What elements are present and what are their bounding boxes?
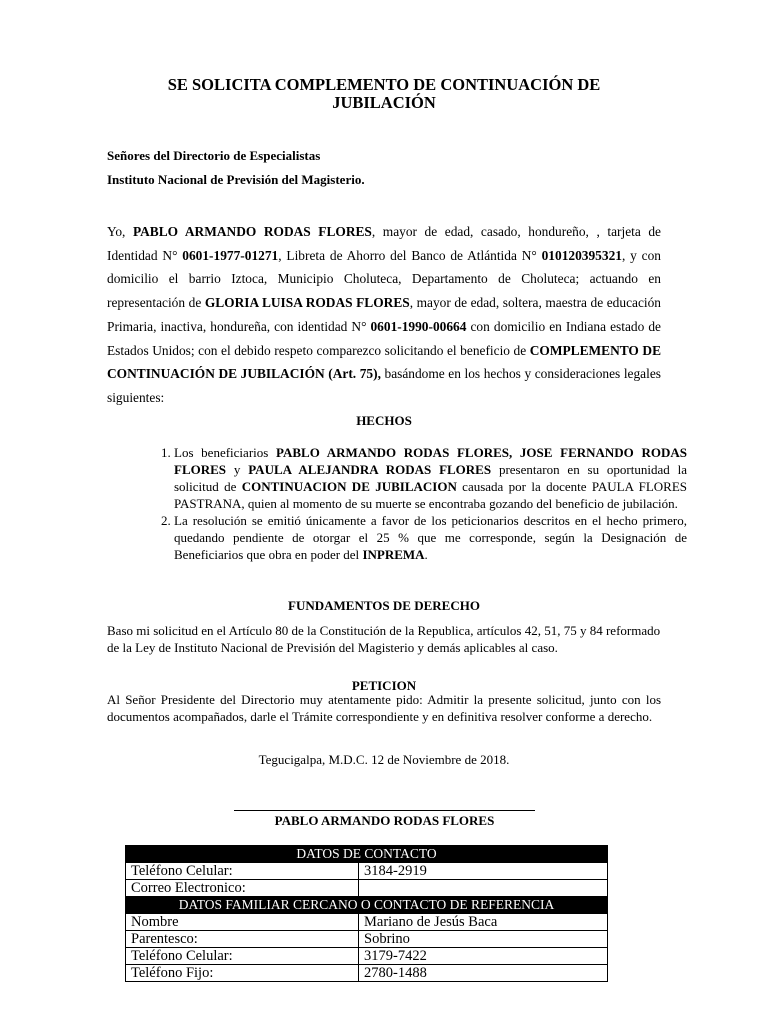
peticion-heading: PETICION	[351, 678, 417, 693]
contact-header-row	[126, 846, 608, 863]
reference-value: 3179-7422	[359, 948, 608, 965]
represented-name: GLORIA LUISA RODAS FLORES	[204, 295, 410, 311]
contact-value	[359, 880, 608, 897]
addressee-line-2: Instituto Nacional de Previsión del Magisterio.	[107, 172, 365, 187]
contact-table	[125, 845, 608, 982]
contact-label: Teléfono Celular:	[126, 863, 359, 880]
hechos-heading: HECHOS	[356, 413, 412, 428]
document-title	[106, 76, 662, 112]
addressee-line-1: Señores del Directorio de Especialistas	[107, 148, 321, 163]
table-row	[126, 880, 608, 897]
hechos-list	[148, 444, 687, 563]
intro-paragraph: Yo, PABLO ARMANDO RODAS FLORES, mayor de edad, casado, hondureño, , tarjeta de Identidad N° 0601-1977-01271, Libreta de Ahorro del Banco de Atlántida N° 010120395321, y con domicilio el barrio Iztoca, Municipio Choluteca, Departamento de Choluteca; actuando en representación de GLORIA LUISA RODAS FLORES, mayor de edad, soltera, maestra de educación Primaria, inactiva, hondureña, con identidad N° 0601-1990-00664 con domicilio en Indiana estado de Estados Unidos; con el debido respeto comparezco solicitando el beneficio de COMPLEMENTO DE CONTINUACIÓN DE JUBILACIÓN (Art. 75), basándome en los hechos y consideraciones legales siguientes:	[107, 224, 662, 405]
table-row	[126, 914, 608, 931]
reference-header-row	[126, 897, 608, 914]
reference-label: Teléfono Fijo:	[126, 965, 359, 982]
hecho-item-2: 2. La resolución se emitió únicamente a favor de los peticionarios descritos en el hecho primero, quedando pendiente de otorgar el 25 % que me corresponde, según la Designación de Beneficiarios que obra en poder del INPREMA.	[174, 512, 687, 563]
table-row	[126, 863, 608, 880]
benefit-name: COMPLEMENTO DE CONTINUACIÓN DE JUBILACIÓN (Art. 75),	[107, 342, 661, 382]
reference-value: 2780-1488	[359, 965, 608, 982]
reference-label: Nombre	[126, 914, 359, 931]
table-row	[126, 948, 608, 965]
hecho-item-1: 1. Los beneficiarios PABLO ARMANDO RODAS FLORES, JOSE FERNANDO RODAS FLORES y PAULA ALEJANDRA RODAS FLORES presentaron en su oportunidad la solicitud de CONTINUACION DE JUBILACION causada por la docente PAULA FLORES PASTRANA, quien al momento de su muerte se encontraba gozando del beneficio de jubilación.	[174, 444, 687, 512]
signature-name: PABLO ARMANDO RODAS FLORES	[274, 813, 495, 828]
reference-label: Parentesco:	[126, 931, 359, 948]
reference-value: Sobrino	[359, 931, 608, 948]
table-row	[126, 965, 608, 982]
contact-header: DATOS DE CONTACTO	[126, 846, 608, 863]
peticion-text: Al Señor Presidente del Directorio muy atentamente pido: Admitir la presente solicitud, junto con los documentos acompañados, darle el Trámite correspondiente y en definitiva resolver conforme a derecho.	[107, 692, 661, 724]
contact-label: Correo Electronico:	[126, 880, 359, 897]
fundamentos-text: Baso mi solicitud en el Artículo 80 de la Constitución de la Republica, artículos 42, 51, 75 y 84 reformado de la Ley de Instituto Nacional de Previsión del Magisterio y demás aplicables al caso.	[107, 623, 661, 655]
bank-account-number: 010120395321	[541, 247, 622, 263]
title-line-2: JUBILACIÓN	[332, 93, 436, 112]
reference-label: Teléfono Celular:	[126, 948, 359, 965]
fundamentos-heading: FUNDAMENTOS DE DERECHO	[288, 598, 480, 613]
place-date: Tegucigalpa, M.D.C. 12 de Noviembre de 2018.	[258, 752, 510, 767]
contact-value: 3184-2919	[359, 863, 608, 880]
petitioner-id: 0601-1977-01271	[182, 247, 279, 263]
represented-id: 0601-1990-00664	[370, 318, 467, 334]
petitioner-name: PABLO ARMANDO RODAS FLORES	[132, 224, 372, 239]
reference-value: Mariano de Jesús Baca	[359, 914, 608, 931]
reference-header: DATOS FAMILIAR CERCANO O CONTACTO DE REFERENCIA	[126, 897, 608, 914]
title-line-1: SE SOLICITA COMPLEMENTO DE CONTINUACIÓN DE	[167, 75, 601, 94]
table-row	[126, 931, 608, 948]
signature-line	[234, 810, 535, 811]
